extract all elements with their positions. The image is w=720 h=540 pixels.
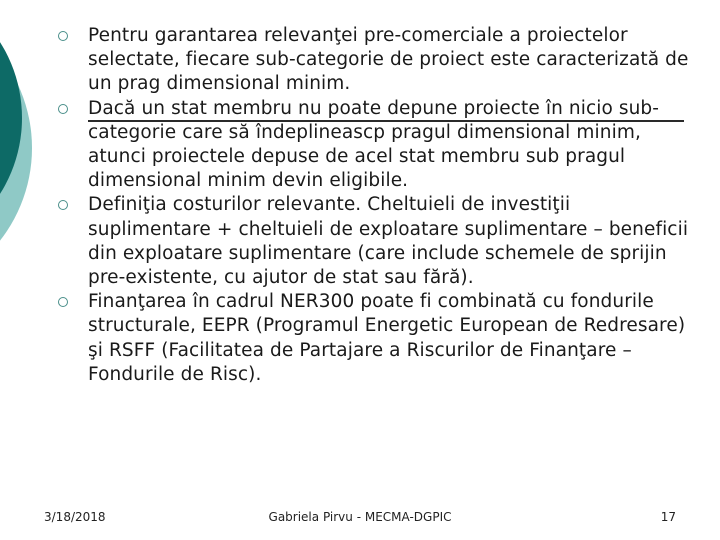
bullet-item-3 (56, 193, 696, 290)
footer-date: 3/18/2018 (44, 510, 106, 524)
bullet-item-2 (56, 97, 696, 194)
circle-bullet-icon (58, 200, 68, 210)
circle-bullet-icon (58, 297, 68, 307)
teal-circle-decoration (0, 0, 60, 300)
horizontal-rule (88, 120, 684, 122)
bullet-text: Dacă un stat membru nu poate depune proiecte în nicio sub-categorie care să îndeplineascp pragul dimensional minim, atunci proiectele depuse de acel stat membru sub pragul dimensional minim devin eligibile. (88, 97, 660, 192)
page-number: 17 (660, 510, 676, 524)
bullet-list (56, 24, 696, 387)
circle-bullet-icon (58, 104, 68, 114)
circle-bullet-icon (58, 31, 68, 41)
bullet-item-1 (56, 24, 696, 97)
bullet-text: Finanţarea în cadrul NER300 poate fi combinată cu fondurile structurale, EEPR (Programul Energetic European de Redresare) şi RSFF (Facilitatea de Partajare a Riscurilor de Finanţare – Fondurile de Risc). (88, 291, 686, 385)
bullet-item-4 (56, 290, 696, 387)
bullet-text: Definiţia costurilor relevante. Cheltuieli de investiţii suplimentare + cheltuieli de exploatare suplimentare – beneficii din exploatare suplimentare (care include schemele de sprijin pre-existente, cu ajutor de stat sau fără). (88, 194, 689, 289)
bullet-text: Pentru garantarea relevanţei pre-comerciale a proiectelor selectate, fiecare sub-categorie de proiect este caracterizată de un prag dimensional minim. (88, 25, 689, 95)
footer-author: Gabriela Pirvu - MECMA-DGPIC (268, 510, 452, 524)
